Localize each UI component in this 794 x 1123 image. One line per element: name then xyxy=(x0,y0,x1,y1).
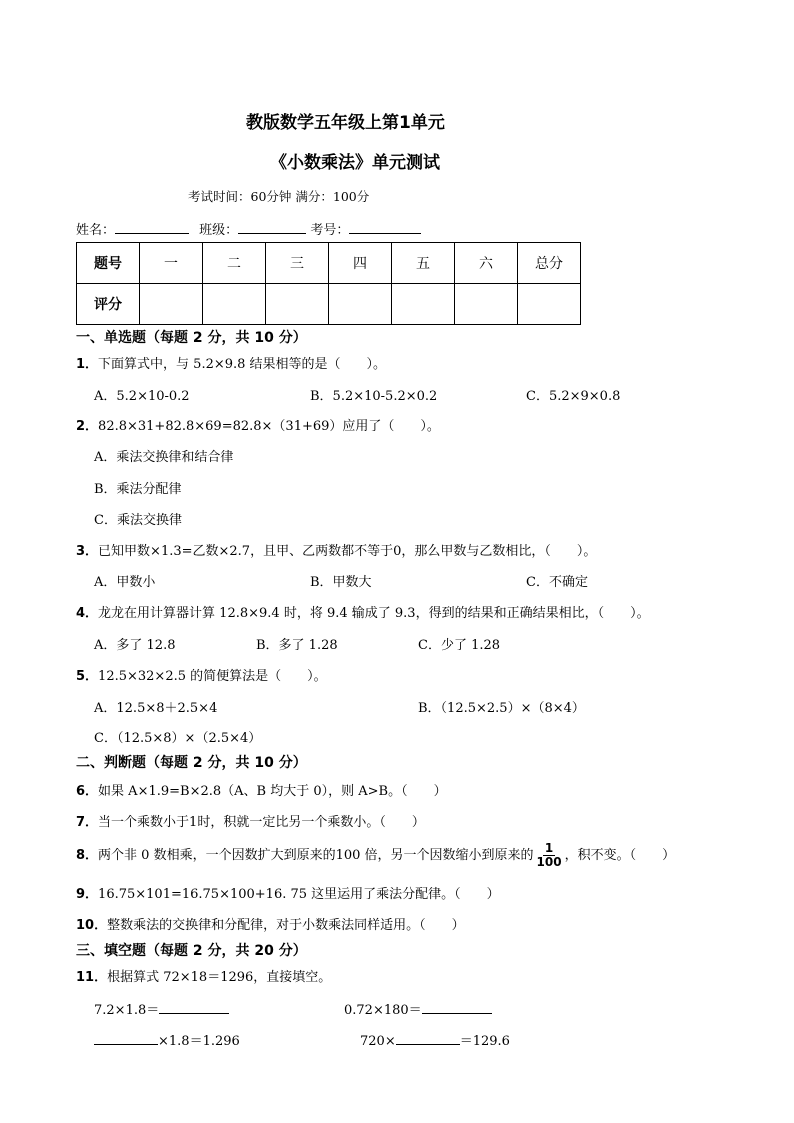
score-cell-total[interactable] xyxy=(518,284,581,325)
question-11 xyxy=(76,966,331,985)
score-row-label: 评分 xyxy=(77,284,140,325)
question-number: 11． xyxy=(76,970,108,985)
header-cell-5: 五 xyxy=(392,243,455,284)
question-number: 8． xyxy=(76,848,99,863)
q3-option-c[interactable]: C．不确定 xyxy=(526,575,588,590)
fill-blank[interactable] xyxy=(159,1000,229,1014)
class-label: 班级： xyxy=(199,223,239,238)
question-text: 已知甲数×1.3=乙数×2.7，且甲、乙两数都不等于0，那么甲数与乙数相比，（ ）。 xyxy=(98,544,597,559)
fill-expression-post: ＝129.6 xyxy=(459,1034,510,1049)
q11-fill-3 xyxy=(94,1030,240,1049)
question-8 xyxy=(76,842,675,869)
q2-option-b[interactable]: B．乘法分配律 xyxy=(94,482,182,497)
question-text-before: 两个非 0 数相乘，一个因数扩大到原来的100 倍，另一个因数缩小到原来的 xyxy=(98,848,534,863)
question-number: 10． xyxy=(76,918,108,933)
question-number: 5． xyxy=(76,669,99,684)
question-9 xyxy=(76,883,500,902)
question-5 xyxy=(76,665,327,684)
number-field[interactable] xyxy=(349,220,421,234)
question-10 xyxy=(76,914,465,933)
header-cell-4: 四 xyxy=(329,243,392,284)
q1-option-a[interactable]: A．5.2×10-0.2 xyxy=(94,389,190,404)
q2-option-a[interactable]: A．乘法交换律和结合律 xyxy=(94,450,234,465)
fraction xyxy=(536,842,563,869)
question-number: 1． xyxy=(76,357,99,372)
q5-option-c[interactable]: C．（12.5×8）×（2.5×4） xyxy=(94,731,262,746)
fill-expression: 7.2×1.8＝ xyxy=(94,1003,160,1018)
page-subtitle: 《小数乘法》单元测试 xyxy=(270,153,440,173)
question-number: 6． xyxy=(76,784,99,799)
fill-blank[interactable] xyxy=(94,1031,158,1045)
question-1 xyxy=(76,353,386,372)
q2-option-c[interactable]: C．乘法交换律 xyxy=(94,513,182,528)
score-cell-4[interactable] xyxy=(329,284,392,325)
question-3 xyxy=(76,540,596,559)
q11-fill-2 xyxy=(344,999,492,1018)
fill-blank[interactable] xyxy=(396,1031,460,1045)
fill-expression: ×1.8＝1.296 xyxy=(158,1034,240,1049)
header-cell-1: 一 xyxy=(140,243,203,284)
score-cell-3[interactable] xyxy=(266,284,329,325)
question-6 xyxy=(76,780,447,799)
page-title: 教版数学五年级上第1单元 xyxy=(246,113,445,133)
fill-expression: 0.72×180＝ xyxy=(344,1003,422,1018)
fraction-denominator: 100 xyxy=(536,855,562,869)
score-table xyxy=(76,242,581,325)
q4-option-b[interactable]: B．多了 1.28 xyxy=(256,638,338,653)
score-cell-6[interactable] xyxy=(455,284,518,325)
name-label: 姓名： xyxy=(76,223,116,238)
q3-option-a[interactable]: A．甲数小 xyxy=(94,575,156,590)
section-title-true-false: 二、判断题（每题 2 分，共 10 分） xyxy=(76,755,307,771)
header-cell-question-number: 题号 xyxy=(77,243,140,284)
score-cell-5[interactable] xyxy=(392,284,455,325)
score-table-header-row xyxy=(77,243,581,284)
question-4 xyxy=(76,602,650,621)
q5-option-b[interactable]: B．（12.5×2.5）×（8×4） xyxy=(418,701,585,716)
question-text: 16.75×101=16.75×100+16. 75 这里运用了乘法分配律。（ ） xyxy=(98,887,500,902)
question-text: 82.8×31+82.8×69=82.8×（31+69）应用了（ ）。 xyxy=(98,419,440,434)
question-number: 9． xyxy=(76,887,99,902)
question-text: 下面算式中，与 5.2×9.8 结果相等的是（ ）。 xyxy=(98,357,387,372)
q11-fill-1 xyxy=(94,999,229,1018)
header-cell-6: 六 xyxy=(455,243,518,284)
name-field[interactable] xyxy=(115,220,189,234)
number-label: 考号： xyxy=(310,223,350,238)
score-cell-1[interactable] xyxy=(140,284,203,325)
student-info-line xyxy=(76,219,421,238)
fill-blank[interactable] xyxy=(422,1000,492,1014)
q11-fill-4 xyxy=(360,1030,510,1049)
question-number: 2． xyxy=(76,419,99,434)
question-7 xyxy=(76,811,425,830)
q1-option-c[interactable]: C．5.2×9×0.8 xyxy=(526,389,621,404)
header-cell-3: 三 xyxy=(266,243,329,284)
fraction-numerator: 1 xyxy=(544,841,554,855)
question-text-after: ，积不变。（ ） xyxy=(564,848,676,863)
section-title-multiple-choice: 一、单选题（每题 2 分，共 10 分） xyxy=(76,330,307,346)
question-text: 当一个乘数小于1时，积就一定比另一个乘数小。（ ） xyxy=(98,815,425,830)
question-number: 7． xyxy=(76,815,99,830)
q4-option-c[interactable]: C．少了 1.28 xyxy=(418,638,501,653)
q5-option-a[interactable]: A．12.5×8＋2.5×4 xyxy=(94,701,218,716)
score-cell-2[interactable] xyxy=(203,284,266,325)
header-cell-2: 二 xyxy=(203,243,266,284)
q4-option-a[interactable]: A．多了 12.8 xyxy=(94,638,176,653)
question-text: 如果 A×1.9=B×2.8（A、B 均大于 0），则 A>B。（ ） xyxy=(98,784,447,799)
q1-option-b[interactable]: B．5.2×10-5.2×0.2 xyxy=(310,389,438,404)
header-cell-total: 总分 xyxy=(518,243,581,284)
question-text: 12.5×32×2.5 的简便算法是（ ）。 xyxy=(98,669,327,684)
q3-option-b[interactable]: B．甲数大 xyxy=(310,575,372,590)
question-text: 根据算式 72×18＝1296，直接填空。 xyxy=(107,970,332,985)
question-text: 整数乘法的交换律和分配律，对于小数乘法同样适用。（ ） xyxy=(107,918,465,933)
exam-info: 考试时间：60分钟 满分：100分 xyxy=(188,189,370,204)
question-text: 龙龙在用计算器计算 12.8×9.4 时，将 9.4 输成了 9.3，得到的结果和正确结果相比，（ ）。 xyxy=(98,606,650,621)
score-table-score-row xyxy=(77,284,581,325)
question-number: 3． xyxy=(76,544,99,559)
fill-expression-pre: 720× xyxy=(360,1034,396,1049)
class-field[interactable] xyxy=(238,220,306,234)
question-2 xyxy=(76,415,440,434)
question-number: 4． xyxy=(76,606,99,621)
section-title-fill-in: 三、填空题（每题 2 分，共 20 分） xyxy=(76,943,307,959)
